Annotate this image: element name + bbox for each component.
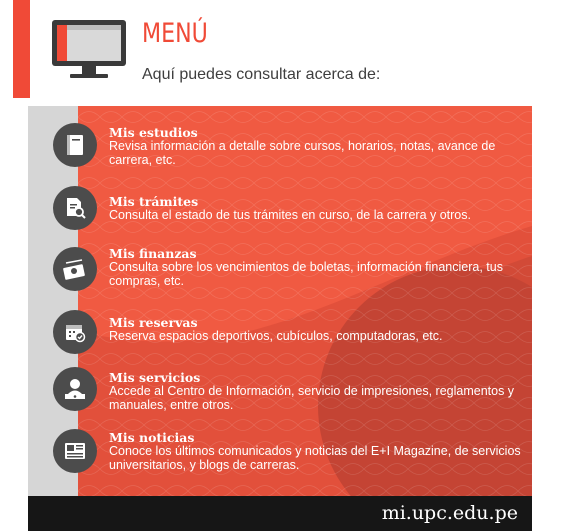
item-title: Mis noticias: [109, 430, 195, 445]
item-description: Consulta sobre los vencimientos de boletas, información financiera, tus compras, etc.: [109, 260, 503, 288]
user-desk-icon: [53, 367, 97, 411]
item-title: Mis finanzas: [109, 246, 197, 261]
page-subtitle: Aquí puedes consultar acerca de:: [142, 66, 381, 83]
document-search-icon: [53, 186, 97, 230]
item-title: Mis estudios: [109, 125, 198, 140]
money-icon: [53, 247, 97, 291]
item-title: Mis trámites: [109, 194, 199, 209]
newspaper-icon: [53, 429, 97, 473]
calendar-check-icon: [53, 310, 97, 354]
footer-url-link[interactable]: mi.upc.edu.pe: [381, 502, 518, 524]
item-description: Revisa información a detalle sobre cursos, horarios, notas, avance de carrera, etc.: [109, 139, 496, 167]
book-icon: [53, 123, 97, 167]
item-description: Accede al Centro de Información, servicio de impresiones, reglamentos y manuales, entre otros.: [109, 384, 515, 412]
item-title: Mis servicios: [109, 370, 201, 385]
monitor-icon: [50, 18, 128, 82]
item-description: Consulta el estado de tus trámites en curso, de la carrera y otros.: [109, 208, 471, 222]
page-title: MENÚ: [142, 18, 208, 49]
item-description: Reserva espacios deportivos, cubículos, computadoras, etc.: [109, 329, 443, 343]
accent-bar: [13, 0, 30, 98]
item-title: Mis reservas: [109, 315, 198, 330]
item-description: Conoce los últimos comunicados y noticias del E+I Magazine, de servicios universitarios, y blogs de carreras.: [109, 444, 521, 472]
footer-bar: [28, 496, 532, 531]
